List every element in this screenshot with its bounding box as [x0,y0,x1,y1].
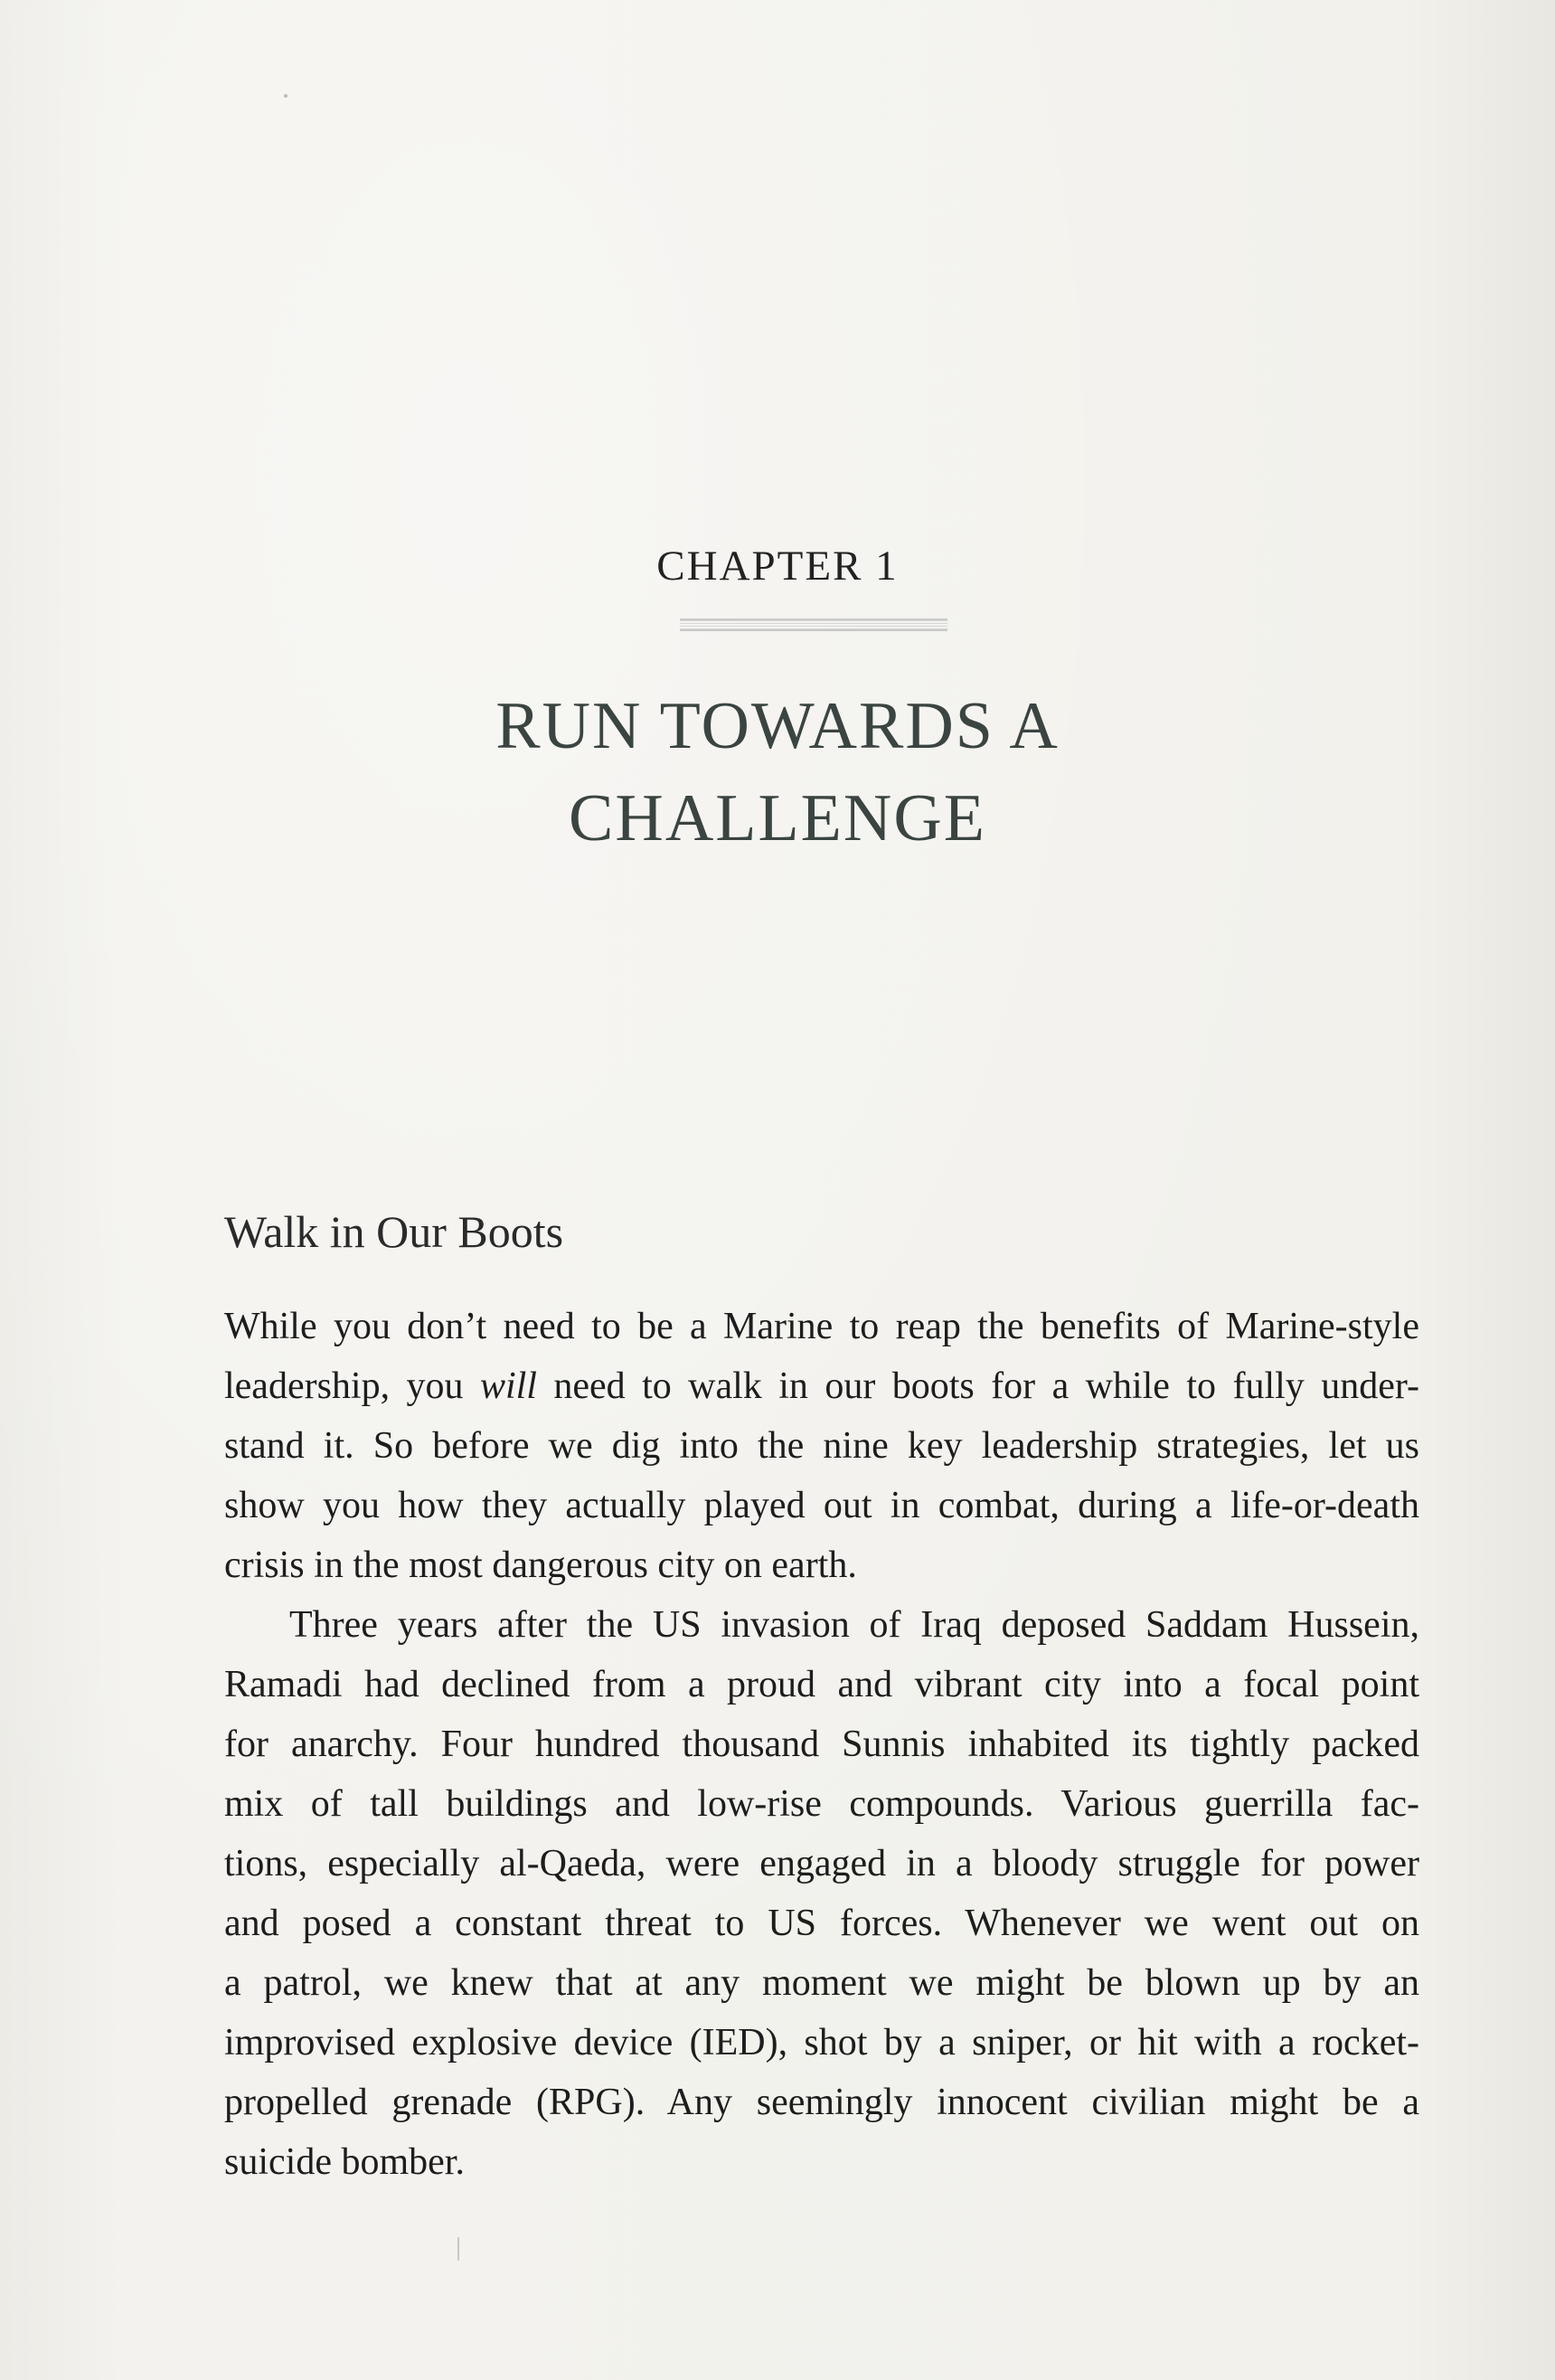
section-heading: Walk in Our Boots [224,1206,564,1257]
paragraph-line: improvised explosive device (IED), shot by a sniper, or hit with a rocket- [224,2022,1419,2064]
chapter-label: CHAPTER 1 [656,543,899,590]
paragraph-line: Three years after the US invasion of Iraq deposed Saddam Hussein, [289,1604,1419,1646]
paragraph-line: show you how they actually played out in combat, during a life-or-death [224,1485,1419,1526]
paragraph-line: mix of tall buildings and low-rise compounds. Various guerrilla fac- [224,1783,1419,1825]
paragraph-line: tions, especially al-Qaeda, were engaged in a bloody struggle for power [224,1843,1419,1884]
paragraph-line: stand it. So before we dig into the nine key leadership strategies, let us [224,1425,1419,1467]
chapter-title-line: RUN TOWARDS A [495,689,1060,763]
paragraph-line: crisis in the most dangerous city on earth. [224,1544,857,1586]
emphasis-text: will [479,1365,537,1407]
paragraph-line: for anarchy. Four hundred thousand Sunnis inhabited its tightly packed [224,1724,1419,1765]
paragraph-line: Ramadi had declined from a proud and vibrant city into a focal point [224,1664,1419,1705]
paragraph-line: and posed a constant threat to US forces. Whenever we went out on [224,1903,1419,1944]
chapter-title [0,680,1555,864]
paragraph-line: While you don’t need to be a Marine to reap the benefits of Marine-style [224,1306,1419,1347]
body-text [224,1297,1419,2192]
paper-speck [284,94,287,98]
paragraph-line: leadership, you will need to walk in our boots for a while to fully under- [224,1365,1419,1407]
chapter-divider-rule [680,619,947,631]
paragraph-line: suicide bomber. [224,2141,465,2183]
paragraph-line: a patrol, we knew that at any moment we might be blown up by an [224,1962,1419,2004]
chapter-title-line: CHALLENGE [569,781,986,855]
paragraph-line: propelled grenade (RPG). Any seemingly innocent civilian might be a [224,2082,1419,2123]
paper-speck [457,2237,459,2261]
